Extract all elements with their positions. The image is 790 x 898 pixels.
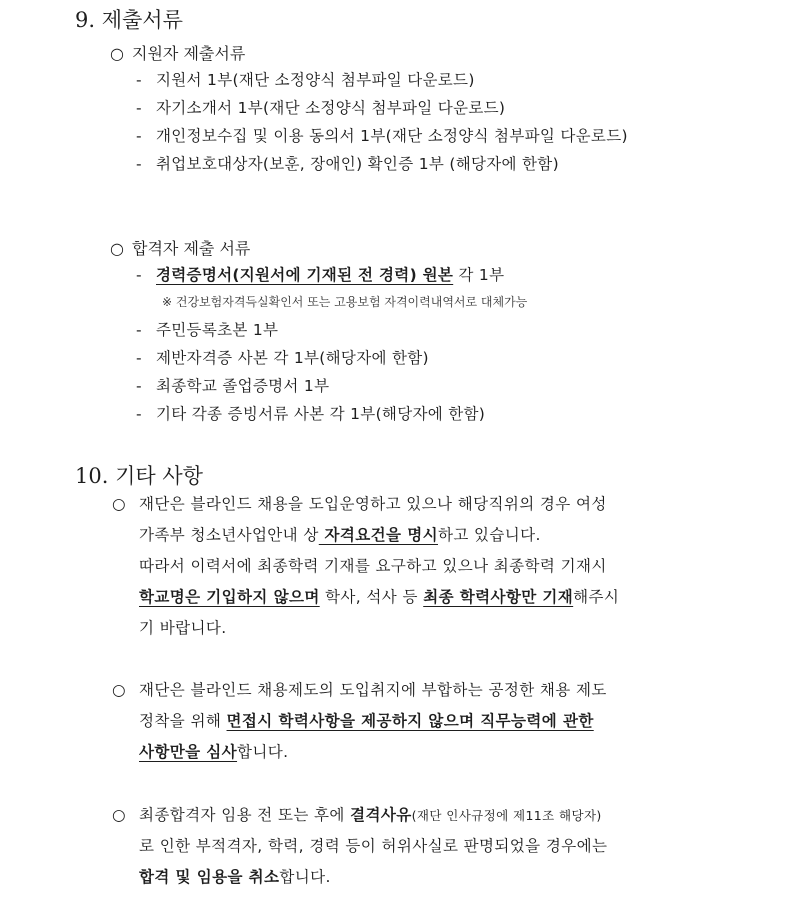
- applicant-docs-heading-text: 지원자 제출서류: [132, 44, 246, 63]
- dash-bullet: -: [136, 127, 142, 145]
- dash-bullet: -: [136, 99, 142, 117]
- circle-bullet-icon: ○: [110, 44, 124, 63]
- dash-bullet: -: [136, 405, 142, 423]
- career-certificate-emphasis: 경력증명서(지원서에 기재된 전 경력) 원본: [156, 266, 454, 284]
- list-item: - 자기소개서 1부(재단 소정양식 첨부파일 다운로드): [136, 99, 506, 117]
- dash-bullet: -: [136, 71, 142, 89]
- paragraph-1-line-2: 가족부 청소년사업안내 상 자격요건을 명시하고 있습니다.: [139, 526, 541, 544]
- list-item: - 제반자격증 사본 각 1부(해당자에 한함): [136, 349, 429, 367]
- list-item: - 주민등록초본 1부: [136, 321, 279, 339]
- section-10-title: 10. 기타 사항: [75, 464, 203, 488]
- circle-bullet-icon: ○: [112, 681, 126, 699]
- section-9-title: 9. 제출서류: [75, 8, 183, 32]
- final-degree-emphasis: 최종 학력사항만 기재: [423, 588, 574, 606]
- requirement-emphasis: 자격요건을 명시: [318, 526, 438, 544]
- cancellation-emphasis: 합격 및 임용을 취소: [139, 868, 280, 886]
- successful-docs-heading: [110, 236, 250, 259]
- paragraph-1-line-1: ○ 재단은 블라인드 채용을 도입운영하고 있으나 해당직위의 경우 여성: [112, 489, 607, 520]
- dash-bullet: -: [136, 155, 142, 173]
- circle-bullet-icon: ○: [110, 239, 124, 258]
- dash-bullet: -: [136, 266, 142, 284]
- successful-docs-heading-text: 합격자 제출 서류: [132, 239, 251, 258]
- note-text: ※ 건강보험자격득실확인서 또는 고용보험 자격이력내역서로 대체가능: [162, 295, 528, 309]
- dash-bullet: -: [136, 349, 142, 367]
- paragraph-3-line-2: 로 인한 부적격자, 학력, 경력 등이 허위사실로 판명되었을 경우에는: [139, 837, 608, 855]
- dash-bullet: -: [136, 377, 142, 395]
- paragraph-2-line-3: 사항만을 심사합니다.: [139, 743, 289, 761]
- paragraph-1-line-5: 기 바랍니다.: [139, 619, 227, 637]
- paragraph-3-line-1: ○ 최종합격자 임용 전 또는 후에 결격사유(재단 인사규정에 제11조 해당자): [112, 800, 602, 831]
- circle-bullet-icon: ○: [112, 806, 126, 824]
- paragraph-1-line-4: 학교명은 기입하지 않으며 학사, 석사 등 최종 학력사항만 기재해주시: [139, 588, 620, 606]
- list-item: - 경력증명서(지원서에 기재된 전 경력) 원본 각 1부: [136, 266, 505, 284]
- paragraph-3-line-3: 합격 및 임용을 취소합니다.: [139, 868, 331, 886]
- paragraph-2-line-2: 정착을 위해 면접시 학력사항을 제공하지 않으며 직무능력에 관한: [139, 712, 594, 730]
- list-item: - 취업보호대상자(보훈, 장애인) 확인증 1부 (해당자에 한함): [136, 155, 559, 173]
- disqualification-emphasis: 결격사유: [350, 806, 412, 824]
- circle-bullet-icon: ○: [112, 495, 126, 513]
- school-name-emphasis: 학교명은 기입하지 않으며: [139, 588, 320, 606]
- list-item: - 개인정보수집 및 이용 동의서 1부(재단 소정양식 첨부파일 다운로드): [136, 127, 628, 145]
- list-item: - 최종학교 졸업증명서 1부: [136, 377, 330, 395]
- paragraph-2-line-1: ○ 재단은 블라인드 채용제도의 도입취지에 부합하는 공정한 채용 제도: [112, 675, 607, 706]
- list-item: - 지원서 1부(재단 소정양식 첨부파일 다운로드): [136, 71, 475, 89]
- dash-bullet: -: [136, 321, 142, 339]
- review-emphasis: 사항만을 심사: [139, 743, 238, 761]
- paragraph-1-line-3: 따라서 이력서에 최종학력 기재를 요구하고 있으나 최종학력 기재시: [139, 557, 607, 575]
- applicant-docs-heading: [110, 41, 245, 64]
- list-item: - 기타 각종 증빙서류 사본 각 1부(해당자에 한함): [136, 405, 486, 423]
- interview-emphasis: 면접시 학력사항을 제공하지 않으며 직무능력에 관한: [226, 712, 594, 730]
